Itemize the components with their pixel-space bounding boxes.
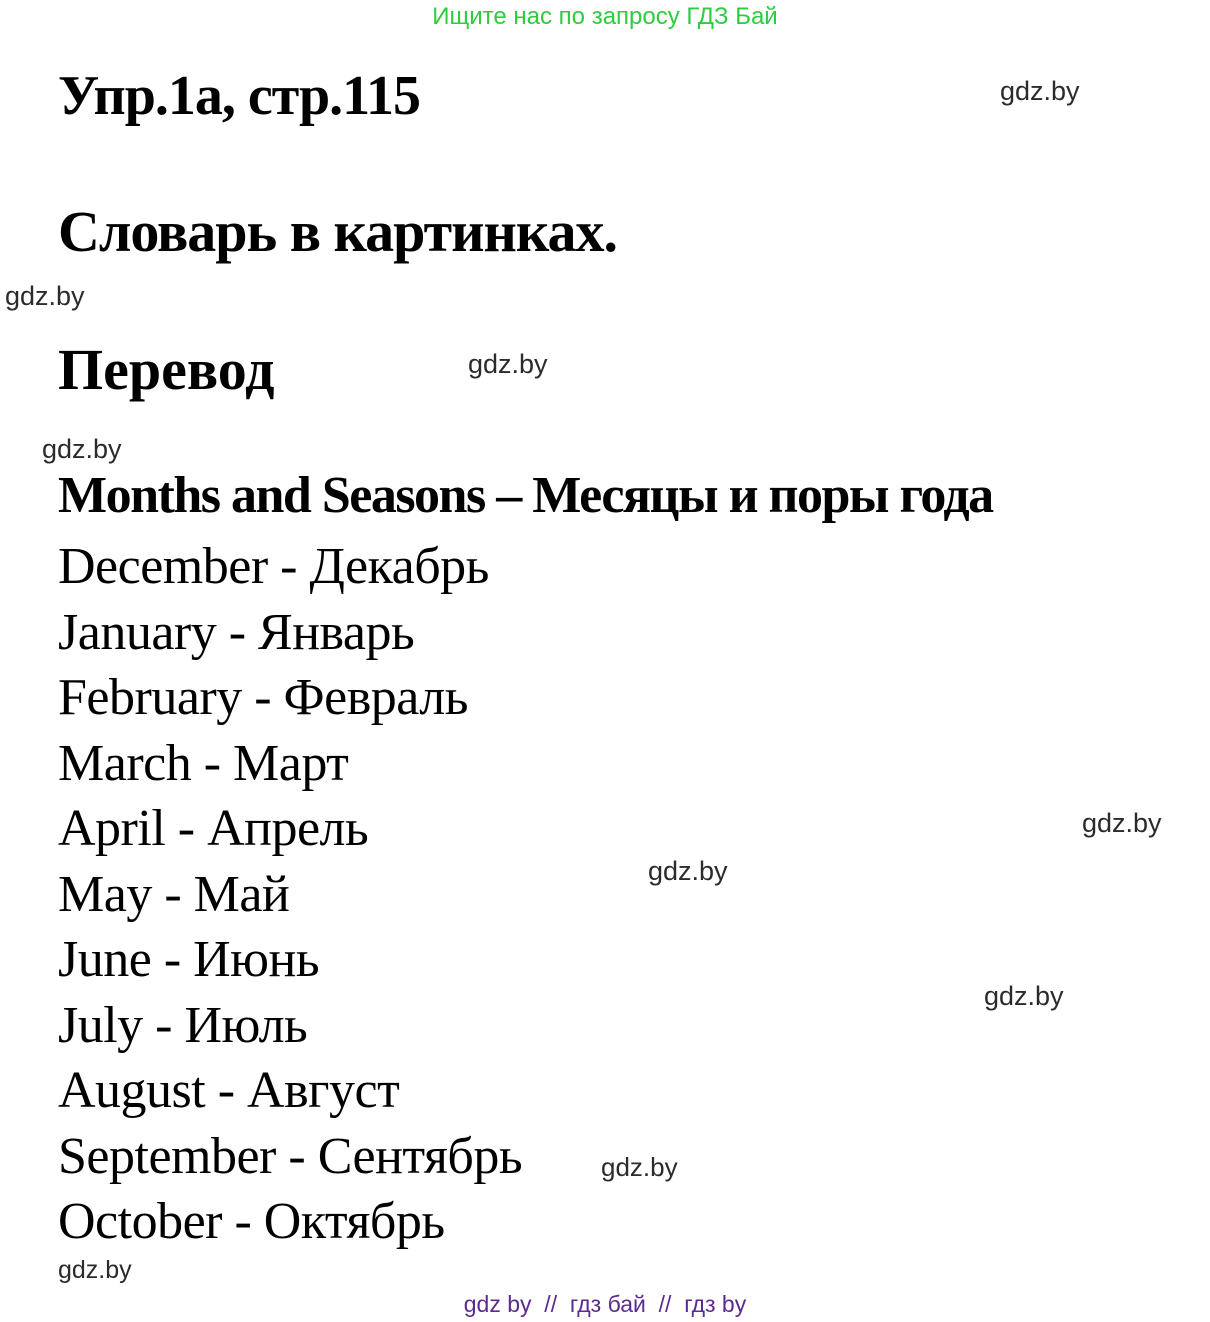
- month-entry-july: July - Июль: [58, 996, 308, 1054]
- gdz-watermark: gdz.by: [648, 856, 728, 886]
- section-heading: Months and Seasons – Месяцы и поры года: [58, 467, 993, 524]
- gdz-watermark: gdz.by: [42, 434, 122, 464]
- month-entry-february: February - Февраль: [58, 669, 468, 726]
- gdz-watermark: gdz.by: [1082, 808, 1162, 838]
- month-entry-april: April - Апрель: [58, 800, 369, 857]
- month-entry-january: January - Январь: [58, 603, 415, 661]
- months-list: [58, 534, 522, 1255]
- translation-heading: Перевод: [58, 337, 275, 402]
- gdz-watermark: gdz.by: [984, 981, 1064, 1011]
- footer-site-links: gdz by // гдз бай // гдз by: [463, 1291, 747, 1317]
- exercise-title: Упр.1а, стр.115: [58, 65, 421, 127]
- gdz-watermark: gdz.by: [58, 1256, 132, 1284]
- month-entry-september: September - Сентябрь: [58, 1127, 523, 1185]
- month-entry-march: March - Март: [58, 734, 349, 792]
- month-entry-october: October - Октябрь: [58, 1193, 445, 1250]
- gdz-watermark: gdz.by: [5, 281, 85, 311]
- top-banner-text: Ищите нас по запросу ГДЗ Бай: [432, 3, 778, 30]
- gdz-watermark: gdz.by: [601, 1152, 678, 1182]
- month-entry-december: December - Декабрь: [58, 538, 489, 595]
- month-entry-may: May - Май: [58, 865, 290, 923]
- month-entry-june: June - Июнь: [58, 931, 320, 988]
- month-entry-august: August - Август: [58, 1062, 400, 1119]
- page-subtitle: Словарь в картинках.: [58, 199, 617, 264]
- gdz-watermark: gdz.by: [468, 349, 548, 379]
- gdz-watermark: gdz.by: [1000, 76, 1080, 106]
